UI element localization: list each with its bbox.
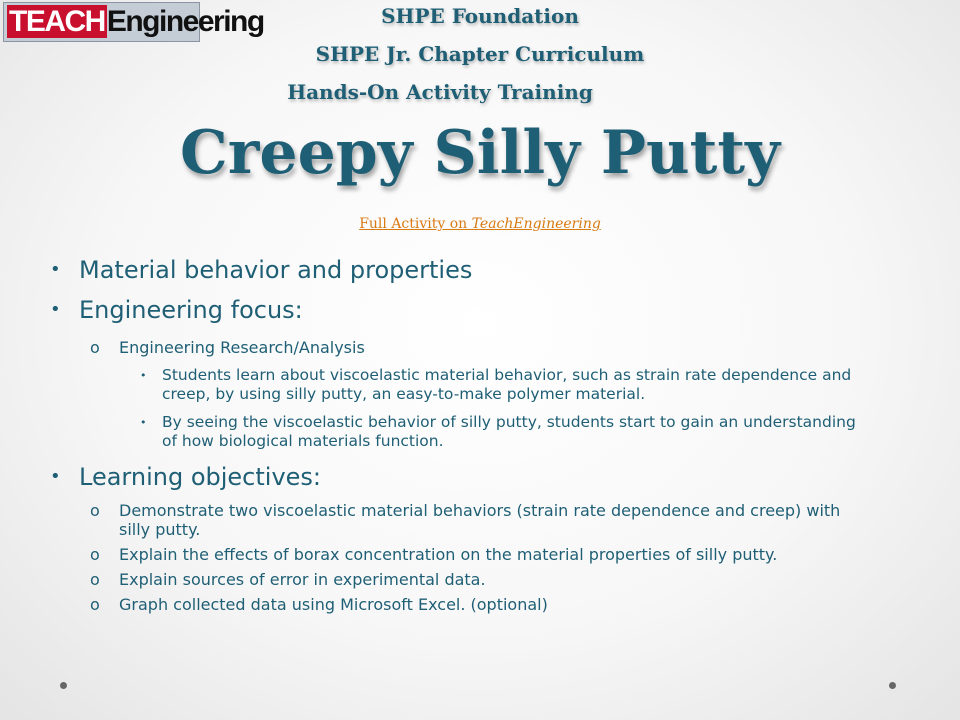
bullet-text: Engineering focus: bbox=[79, 296, 303, 324]
logo-engineering-text: Engineering bbox=[106, 5, 264, 38]
objective-1 bbox=[50, 501, 870, 539]
full-activity-link[interactable] bbox=[0, 216, 960, 232]
header-training: Hands-On Activity Training bbox=[287, 80, 593, 104]
slide-title: Creepy Silly Putty bbox=[180, 118, 780, 188]
sub-bullet-text: Engineering Research/Analysis bbox=[119, 338, 365, 357]
objective-text: Demonstrate two viscoelastic material behaviors (strain rate dependence and creep) with silly putty. bbox=[119, 501, 841, 539]
objective-3 bbox=[50, 570, 870, 589]
slide-body bbox=[50, 250, 870, 614]
link-prefix: Full Activity on bbox=[359, 216, 472, 232]
objective-text: Graph collected data using Microsoft Excel. (optional) bbox=[119, 595, 548, 614]
logo-teach-text: TEACH bbox=[9, 5, 105, 38]
bullet-engineering-focus bbox=[50, 290, 870, 330]
objective-text: Explain sources of error in experimental data. bbox=[119, 570, 486, 589]
circle-bullet-icon: o bbox=[90, 595, 100, 614]
header-curriculum: SHPE Jr. Chapter Curriculum bbox=[315, 42, 645, 66]
bullet-icon: • bbox=[50, 466, 61, 487]
bullet-icon: • bbox=[50, 259, 61, 280]
corner-dot-left bbox=[60, 682, 67, 689]
objective-2 bbox=[50, 545, 870, 564]
circle-bullet-icon: o bbox=[90, 570, 100, 589]
bullet-icon: • bbox=[140, 416, 147, 429]
objective-text: Explain the effects of borax concentration on the material properties of silly putty. bbox=[119, 545, 778, 564]
circle-bullet-icon: o bbox=[90, 501, 100, 520]
detail-bullet-2 bbox=[50, 413, 870, 451]
link-name: TeachEngineering bbox=[471, 216, 601, 232]
detail-text: Students learn about viscoelastic material behavior, such as strain rate dependence and creep, by using silly putty, an easy-to-make polymer material. bbox=[162, 366, 852, 403]
corner-dot-right bbox=[889, 682, 896, 689]
bullet-icon: • bbox=[50, 299, 61, 320]
bullet-text: Material behavior and properties bbox=[79, 256, 473, 284]
header-foundation: SHPE Foundation bbox=[381, 4, 579, 28]
circle-bullet-icon: o bbox=[90, 545, 100, 564]
sub-bullet-research bbox=[50, 338, 870, 358]
objective-4 bbox=[50, 595, 870, 614]
bullet-text: Learning objectives: bbox=[79, 463, 322, 491]
circle-bullet-icon: o bbox=[90, 338, 100, 357]
bullet-learning-objectives bbox=[50, 457, 870, 497]
bullet-icon: • bbox=[140, 369, 147, 382]
bullet-material-behavior bbox=[50, 250, 870, 290]
detail-text: By seeing the viscoelastic behavior of silly putty, students start to gain an understanding of how biological materials function. bbox=[162, 413, 856, 450]
detail-bullet-1 bbox=[50, 366, 870, 404]
